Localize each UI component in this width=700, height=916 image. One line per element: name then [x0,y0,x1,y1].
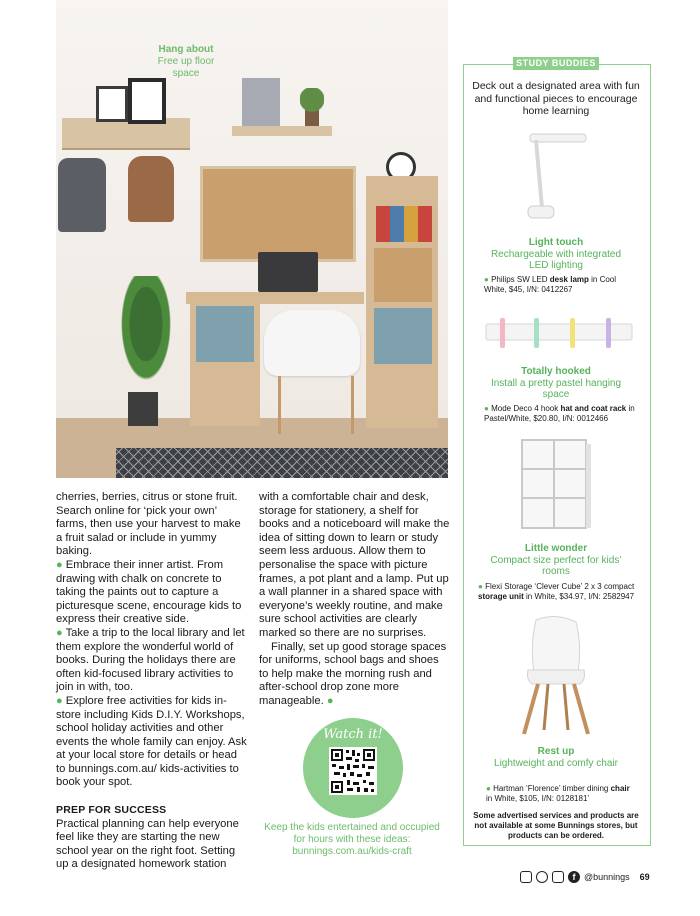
paragraph: Finally, set up good storage spaces for uniforms, school bags and shoes to help make the morning rush and after-school drop zone more manageable. ● [259,640,447,707]
paragraph: Practical planning can help everyone feel like they are starting the new school year on the right foot. Setting up a designated homework station [56,817,239,871]
backpack-brown [128,156,174,222]
picture-frame [96,86,128,122]
facebook-icon[interactable]: f [568,871,580,883]
laptop [258,252,318,292]
watch-it-title: Watch it! [323,727,383,742]
wall-shelf-right [232,126,332,136]
paragraph: with a comfortable chair and desk, storage for stationery, a shelf for books and a noticeboard will make the idea of sitting down to learn or study seem less arduous. Allow them to personalise the space with picture frames, a pot plant and a lamp. Put up a wall planner in a shared space with everyone’s weekly routine, and make sure school activities are clearly marked so there are no surprises. [259,491,450,639]
sidebar-item-title: Light touch Rechargeable with integrated LED lighting [480,237,632,272]
sidebar-item-title: Rest up Lightweight and comfy chair [480,746,632,769]
blue-bin [196,306,254,362]
sidebar-intro: Deck out a designated area with fun and functional pieces to encourage home learning [472,80,640,117]
pot-plant [300,88,324,126]
storage-box [242,78,280,126]
instagram-icon[interactable] [520,871,532,883]
bullet-dot-icon: ● [484,404,489,413]
sidebar-tag: STUDY BUDDIES [513,57,599,70]
end-dot-icon: ● [326,694,334,707]
cube-storage-image [520,438,592,530]
pinterest-icon[interactable] [536,871,548,883]
hero-caption [146,44,226,80]
footer [520,869,650,885]
bullet-dot-icon: ● [56,626,63,639]
sidebar-item-subtitle: Install a pretty pastel hanging space [490,377,622,400]
backpack-grey [58,158,106,232]
qr-code-icon[interactable] [329,747,377,795]
blue-bin [374,308,432,364]
sidebar-item-subtitle: Rechargeable with integrated LED lighting [490,248,622,271]
floor-plant [114,276,178,396]
coat-rack-image [484,316,634,352]
hero-caption-sub: Free up floor space [157,56,215,79]
bullet-dot-icon: ● [484,275,489,284]
wall-shelf-left [62,118,190,150]
sidebar-item-description: ● Mode Deco 4 hook hat and coat rack in Pastel/White, $20.80, I/N: 0012466 [484,404,635,423]
desk-lamp-image [522,132,592,222]
books [376,206,432,242]
bullet-dot-icon: ● [478,582,483,591]
page-number: 69 [639,872,650,882]
middle-column [259,491,451,709]
picture-frame [128,78,166,124]
sidebar-item-title: Totally hooked Install a pretty pastel hanging space [480,366,632,401]
bullet-dot-icon: ● [56,558,63,571]
social-handle: @bunnings [584,872,630,882]
hero-caption-title: Hang about [158,44,214,55]
paragraph: ● Take a trip to the local library and let them explore the wonderful world of books. During the holidays there are often kid-focused library activities to join in with, too. [56,626,245,694]
paragraph: cherries, berries, citrus or stone fruit. Search online for ‘pick your own’ farms, then use your harvest to make a fruit salad or include in yummy baking. [56,491,241,558]
sidebar-item-description: ● Philips SW LED desk lamp in Cool White, $45, I/N: 0412267 [484,275,617,294]
bullet-dot-icon: ● [486,784,491,793]
noticeboard [200,166,356,262]
sidebar-item-title: Little wonder Compact size perfect for kids’ rooms [480,543,632,578]
rug [116,448,448,478]
sidebar-item-description: ● Hartman ‘Florence’ timber dining chair in White, $105, I/N: 0128181’ [486,784,630,803]
sidebar-item-subtitle: Compact size perfect for kids’ rooms [490,554,622,577]
chair-legs [278,376,354,434]
tiktok-icon[interactable] [552,871,564,883]
cork-bin [374,248,432,302]
section-heading: PREP FOR SUCCESS [56,804,167,817]
sidebar-item-description: ● Flexi Storage ‘Clever Cube’ 2 x 3 compact storage unit in White, $34.97, I/N: 2582947 [478,582,635,601]
white-chair [264,310,360,376]
availability-note: Some advertised services and products are not available at some Bunnings stores, but products can be ordered. [473,811,639,840]
paragraph: ● Embrace their inner artist. From drawing with chalk on concrete to taking the paints out to capture a picturesque scene, encourage kids to express their creative side. [56,558,242,626]
watch-it-caption: Keep the kids entertained and occupied for hours with these ideas: bunnings.com.au/kids-craft [264,822,440,857]
paragraph: ● Explore free activities for kids in-store including Kids D.I.Y. Workshops, school holiday activities and other events the whole family can enjoy. Ask at your local store for details or head to bunnings.com.au/ kids-activities to book your spot. [56,694,247,789]
plant-pot [128,392,158,426]
dining-chair-image [516,614,596,736]
left-column [56,491,248,872]
hero-room-image [56,0,448,478]
sidebar-item-subtitle: Lightweight and comfy chair [494,757,618,769]
bullet-dot-icon: ● [56,694,63,707]
